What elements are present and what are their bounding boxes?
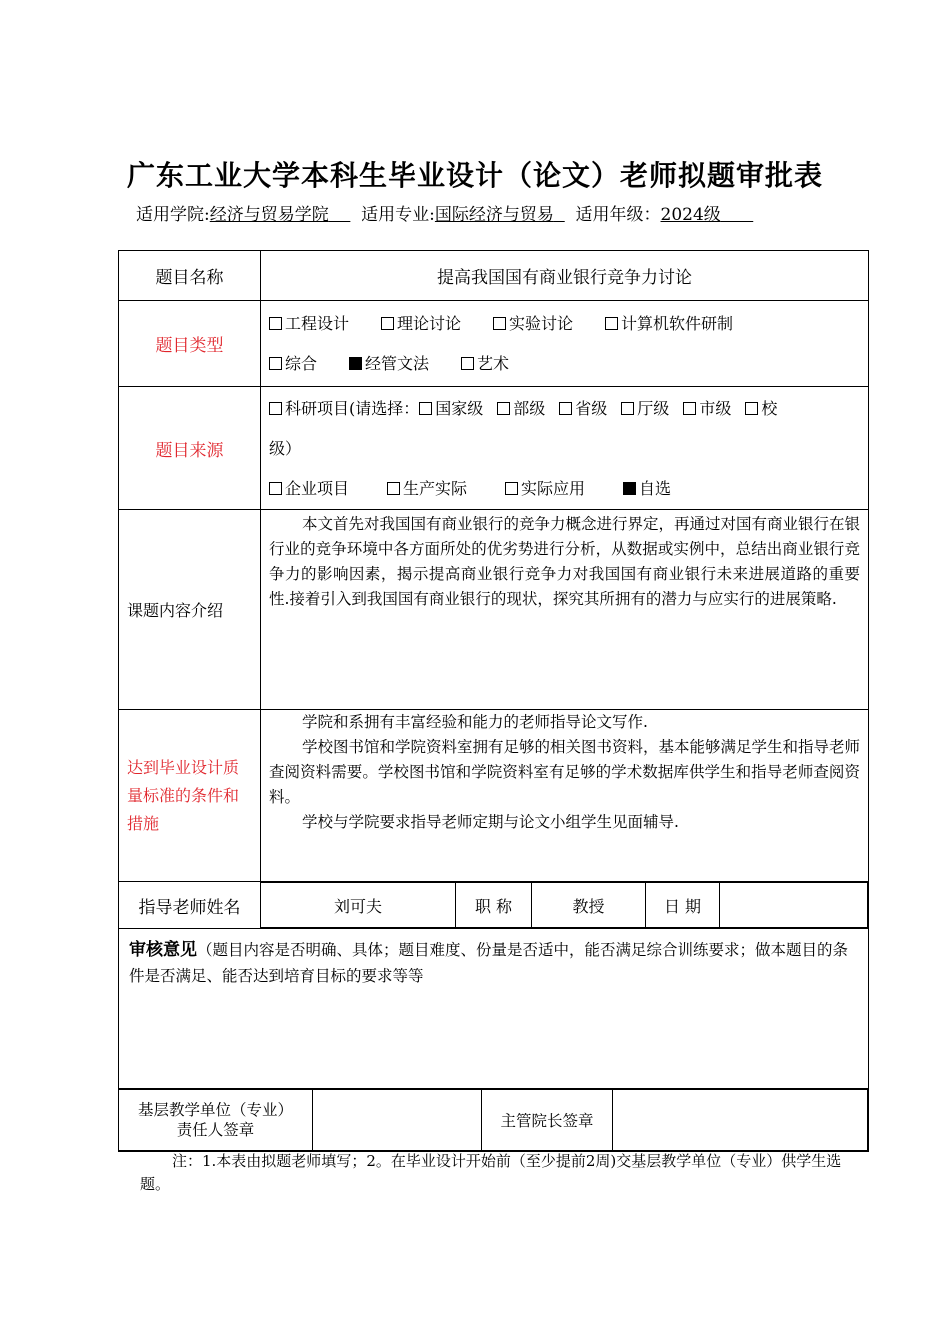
checkbox-label: 综合 — [285, 353, 318, 373]
checkbox[interactable] — [269, 357, 282, 370]
date-value[interactable] — [720, 883, 868, 928]
checked-checkbox[interactable] — [349, 357, 362, 370]
quality-label: 达到毕业设计质量标准的条件和措施 — [119, 710, 261, 882]
checkbox-label: 理论讨论 — [397, 313, 462, 333]
page-title: 广东工业大学本科生毕业设计（论文）老师拟题审批表 — [126, 159, 823, 192]
checkbox-option[interactable] — [461, 344, 509, 384]
checkbox-option[interactable] — [621, 389, 669, 429]
checkbox-option[interactable] — [349, 344, 429, 384]
checkbox-label: 工程设计 — [285, 313, 350, 333]
checkbox-option[interactable] — [269, 344, 317, 384]
checkbox[interactable] — [683, 402, 696, 415]
checkbox[interactable] — [497, 402, 510, 415]
checkbox[interactable] — [269, 482, 282, 495]
checkbox-option[interactable] — [605, 304, 733, 344]
research-checkbox[interactable] — [269, 402, 282, 415]
quality-paragraph: 学校图书馆和学院资料室拥有足够的相关图书资料，基本能够满足学生和指导老师查阅资料需要。学校图书馆和学院资料室有足够的学术数据库供学生和指导老师查阅资料。 — [269, 738, 861, 806]
meta-line — [136, 200, 753, 225]
checkbox[interactable] — [387, 482, 400, 495]
checkbox-label: 经管文法 — [365, 353, 430, 373]
checkbox[interactable] — [381, 317, 394, 330]
checkbox-label: 国家级 — [435, 399, 484, 418]
checkbox-option[interactable] — [419, 389, 483, 429]
checkbox-option[interactable] — [559, 389, 607, 429]
checkbox-label: 省级 — [575, 399, 608, 418]
checkbox-option[interactable] — [745, 389, 777, 429]
major-value: 国际经济与贸易 — [434, 205, 554, 225]
checkbox-label: 企业项目 — [285, 479, 350, 498]
content-intro-label: 课题内容介绍 — [119, 510, 261, 710]
advisor-name-label: 指导老师姓名 — [119, 882, 261, 929]
unit-signature-label: 基层教学单位（专业）责任人签章 — [119, 1090, 313, 1151]
checkbox-label: 校 — [761, 399, 778, 418]
checkbox-label: 实际应用 — [521, 479, 586, 498]
checkbox-option[interactable] — [387, 469, 467, 509]
checkbox-option[interactable] — [381, 304, 461, 344]
checkbox-label: 部级 — [513, 399, 546, 418]
checkbox[interactable] — [493, 317, 506, 330]
checkbox-label: 市级 — [699, 399, 732, 418]
quality-text[interactable] — [261, 710, 869, 882]
checkbox-label: 计算机软件研制 — [621, 313, 734, 333]
college-label: 适用学院: — [136, 205, 210, 225]
checkbox-label: 自选 — [639, 479, 672, 498]
grade-value: 2024级 — [660, 205, 721, 225]
checkbox[interactable] — [269, 317, 282, 330]
checked-checkbox[interactable] — [623, 482, 636, 495]
checkbox-option[interactable] — [493, 304, 573, 344]
topic-name-label: 题目名称 — [119, 251, 261, 301]
checkbox[interactable] — [745, 402, 758, 415]
checkbox[interactable] — [621, 402, 634, 415]
checkbox-option[interactable] — [269, 304, 349, 344]
level-tail: 级） — [269, 439, 302, 458]
topic-source-label: 题目来源 — [119, 387, 261, 510]
checkbox[interactable] — [605, 317, 618, 330]
topic-name-value[interactable]: 提高我国国有商业银行竞争力讨论 — [261, 251, 869, 301]
dean-signature-label: 主管院长签章 — [482, 1090, 613, 1151]
quality-paragraph: 学校与学院要求指导老师定期与论文小组学生见面辅导. — [302, 813, 679, 831]
topic-source-options — [261, 387, 869, 510]
checkbox-label: 生产实际 — [403, 479, 468, 498]
checkbox-option[interactable] — [505, 469, 585, 509]
checkbox[interactable] — [461, 357, 474, 370]
footnote: 注：1.本表由拟题老师填写；2。在毕业设计开始前（至少提前2周)交基层教学单位（专业）供学生选题。 — [140, 1152, 842, 1193]
checkbox-label: 厅级 — [637, 399, 670, 418]
checkbox-label: 艺术 — [477, 353, 510, 373]
review-section[interactable] — [119, 929, 869, 1089]
quality-paragraph: 学院和系拥有丰富经验和能力的老师指导论文写作. — [302, 713, 648, 731]
checkbox[interactable] — [559, 402, 572, 415]
checkbox-option[interactable] — [497, 389, 545, 429]
checkbox-option[interactable] — [683, 389, 731, 429]
major-label: 适用专业: — [361, 205, 435, 225]
college-value: 经济与贸易学院 — [209, 205, 329, 225]
approval-form — [118, 250, 869, 1152]
checkbox[interactable] — [505, 482, 518, 495]
topic-type-label: 题目类型 — [119, 301, 261, 387]
unit-signature-field[interactable] — [313, 1090, 482, 1151]
checkbox-label: 实验讨论 — [509, 313, 574, 333]
review-hint: （题目内容是否明确、具体；题目难度、份量是否适中，能否满足综合训练要求；做本题目的条件是否满足、能否达到培育目标的要求等等 — [129, 941, 849, 985]
checkbox-option[interactable] — [269, 469, 349, 509]
date-label: 日 期 — [646, 883, 720, 928]
grade-label: 适用年级： — [575, 205, 661, 225]
dean-signature-field[interactable] — [613, 1090, 868, 1151]
checkbox-option[interactable] — [623, 469, 671, 509]
advisor-title-value[interactable]: 教授 — [532, 883, 646, 928]
content-intro-text[interactable]: 本文首先对我国国有商业银行的竞争力概念进行界定，再通过对国有商业银行在银行业的竞争环境中各方面所处的优劣势进行分析，从数据或实例中，总结出商业银行竞争力的影响因素，揭示提高商业银行竞争力对我国国有商业银行未来进展道路的重要性.接着引入到我国国有商业银行的现状，探究其所拥有的潜力与应实行的进展策略. — [269, 515, 861, 608]
topic-type-options — [261, 301, 869, 387]
review-label: 审核意见 — [129, 940, 197, 960]
advisor-title-label: 职 称 — [456, 883, 532, 928]
research-label: 科研项目(请选择： — [285, 399, 420, 418]
advisor-name-value[interactable]: 刘可夫 — [261, 883, 456, 928]
checkbox[interactable] — [419, 402, 432, 415]
